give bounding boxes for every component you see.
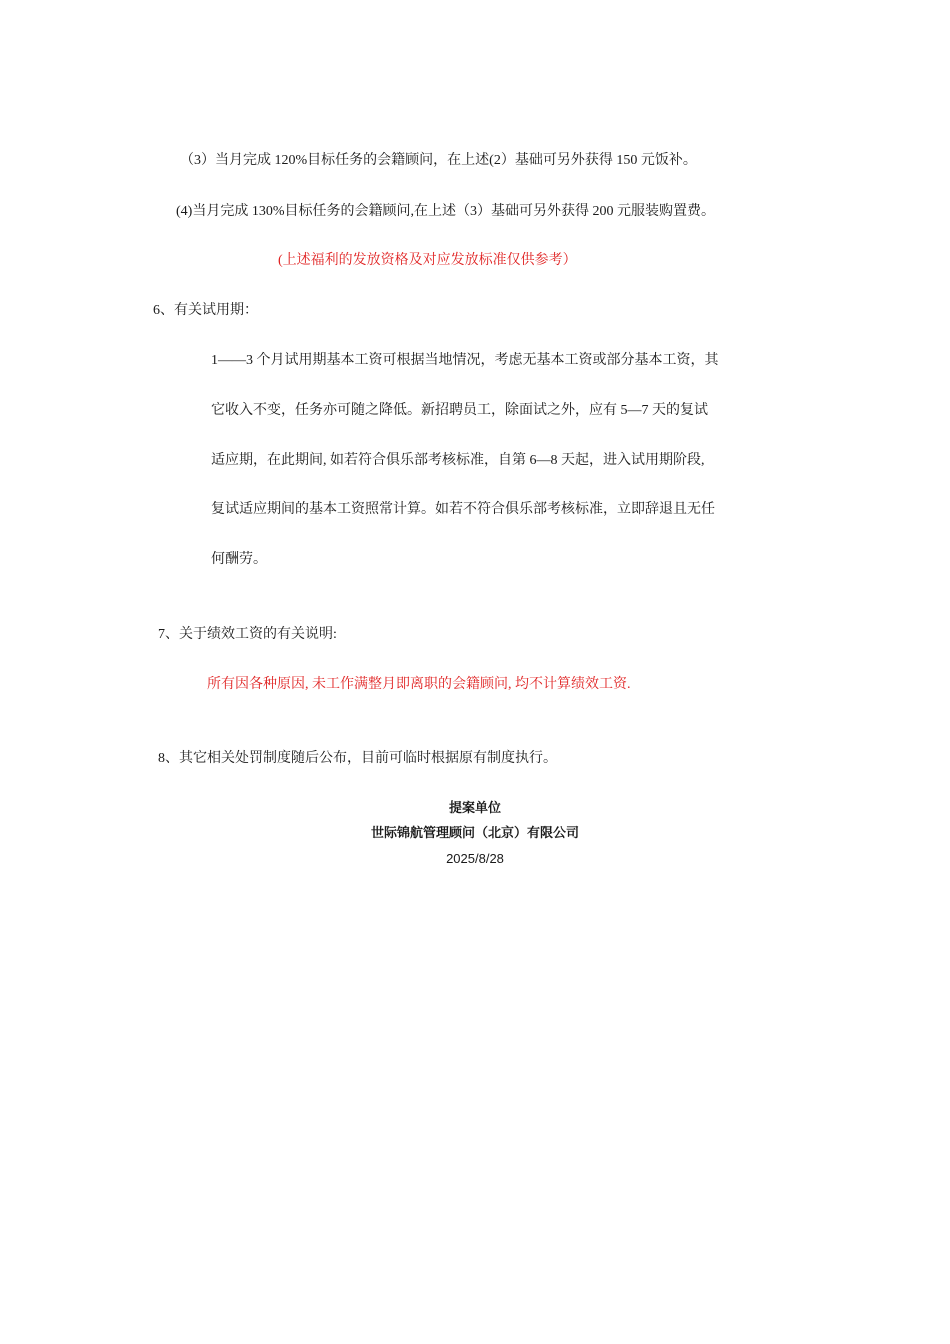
section-7-heading: 7、关于绩效工资的有关说明:	[158, 627, 337, 642]
section-6-line-2: 它收入不变，任务亦可随之降低。新招聘员工，除面试之外，应有 5—7 天的复试	[211, 403, 708, 418]
section-7-note: 所有因各种原因, 未工作满整月即离职的会籍顾问, 均不计算绩效工资.	[207, 677, 631, 692]
section-6-line-4: 复试适应期间的基本工资照常计算。如若不符合俱乐部考核标准，立即辞退且无任	[211, 502, 715, 517]
section-6-line-3: 适应期，在此期间, 如若符合俱乐部考核标准，自第 6—8 天起，进入试用期阶段,	[211, 453, 705, 468]
benefit-item-3: （3）当月完成 120%目标任务的会籍顾问，在上述(2）基础可另外获得 150 元饭补。	[180, 153, 697, 168]
benefit-item-4: (4)当月完成 130%目标任务的会籍顾问,在上述（3）基础可另外获得 200 元服装购置费。	[176, 204, 715, 219]
footer-company: 世际锦航管理顾问（北京）有限公司	[370, 826, 579, 841]
footer-date: 2025/8/28	[446, 851, 504, 866]
section-8-text: 8、其它相关处罚制度随后公布，目前可临时根据原有制度执行。	[158, 751, 557, 766]
footer-label: 提案单位	[448, 801, 501, 816]
section-6-line-1: 1——3 个月试用期基本工资可根据当地情况，考虑无基本工资或部分基本工资，其	[211, 353, 719, 368]
section-6-line-5: 何酬劳。	[211, 552, 267, 567]
benefit-note: (上述福利的发放资格及对应发放标准仅供参考）	[278, 253, 577, 268]
section-6-heading: 6、有关试用期：	[153, 303, 258, 318]
